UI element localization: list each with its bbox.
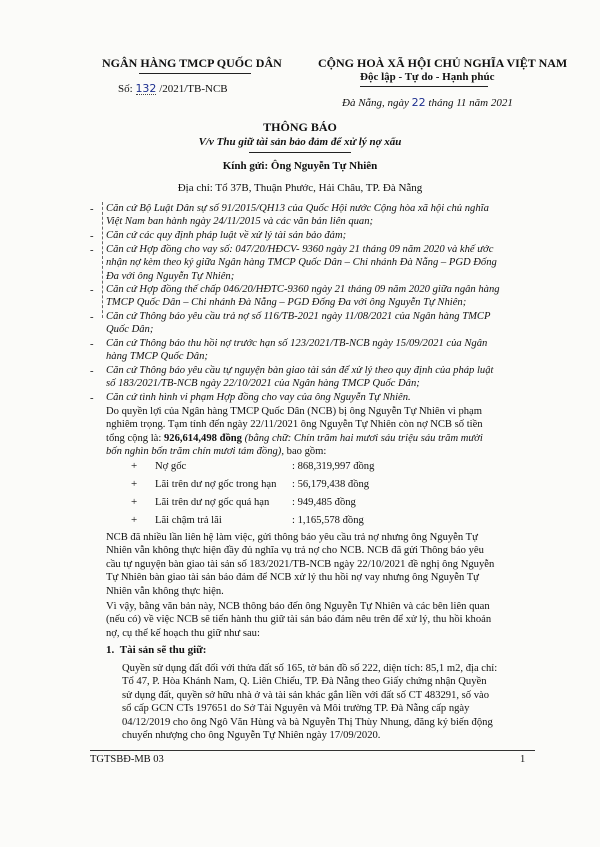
citation-loan-contract: Căn cứ Hợp đồng cho vay số: 047/20/HĐCV- 9360 ngày 21 tháng 09 năm 2020 và khế ước nhận nợ kèm theo ký giữa Ngân hàng TMCP Quốc Dân – Chi nhánh Đà Nẵng – PGD Đống Đa với ông Nguyễn Tự Nhiên; [106,244,497,282]
citation-mortgage-contract: Căn cứ Hợp đồng thế chấp 046/20/HĐTC-9360 ngày 21 tháng 09 năm 2020 giữa ngân hàng TMCP Quốc Dân – Chi nhánh Đà Nẵng – PGD Đống Đa với ông Nguyễn Tự Nhiên; [106,284,500,309]
citation-payment-notice: Căn cứ Thông báo yêu cầu trả nợ số 116/TB-2021 ngày 11/08/2021 của Ngân hàng TMCP Quốc Dân; [106,311,491,336]
debt-item-value: : 56,179,438 đồng [292,479,370,490]
number-dotted-line [136,94,156,95]
debt-item-bullet: + [131,514,138,526]
debt-item-value: : 868,319,997 đồng [292,461,375,472]
citation-handover-notice: Căn cứ Thông báo yêu cầu tự nguyện bàn giao tài sản để xử lý theo quy định của pháp luật số 183/2021/TB-NCB ngày 22/10/2021 của Ngân hàng TMCP Quốc Dân; [106,365,494,390]
document-number: Số: 132 /2021/TB-NCB [118,82,228,95]
issue-date: Đà Nẵng, ngày 22 tháng 11 năm 2021 [342,96,513,109]
document-subject: V/v Thu giữ tài sản bảo đảm để xử lý nợ xấu [198,136,402,148]
handwritten-day: 22 [411,96,426,109]
citation-civil-code: Căn cứ Bộ Luật Dân sự số 91/2015/QH13 của Quốc Hội nước Cộng hòa xã hội chủ nghĩa Việt Nam ban hành ngày 24/11/2015 và các văn bản liên quan; [106,203,489,228]
intro-paragraph: Do quyền lợi của Ngân hàng TMCP Quốc Dân (NCB) bị ông Nguyễn Tự Nhiên vi phạm nghiêm trọng. Tạm tính đến ngày 22/11/2021 ông Nguyễn Tự Nhiên còn nợ NCB số tiền tổng cộng là: 926,614,498 đồng (bằng chữ: Chín trăm hai mươi sáu triệu sáu trăm mười bốn nghìn bốn trăm chín mươi tám đồng), bao gồm: [106,406,483,458]
form-code: TGTSBĐ-MB 03 [90,754,164,765]
debt-item-label: Lãi trên dư nợ gốc trong hạn [155,479,277,490]
seized-asset-description: Quyền sử dụng đất đối với thửa đất số 165, tờ bản đồ số 222, diện tích: 85,1 m2, địa chỉ: Tổ 47, P. Hòa Khánh Nam, Q. Liên Chiểu, TP. Đà Nẵng theo Giấy chứng nhận Quyền sử dụng đất, quyền sở hữu nhà ở và tài sản khác gắn liền với đất số CT 483291, số vào sổ cấp GCN CTs 197651 do Sở Tài Nguyên và Môi trường TP. Đà Nẵng cấp ngày 04/12/2019 cho ông Ngô Văn Hùng và bà Nguyễn Thị Thùy Nhung, đăng ký biến động chuyển nhượng cho ông Nguyễn Tự Nhiên ngày 17/09/2020. [122,663,498,742]
subject-underline [249,152,351,153]
page-number: 1 [520,754,526,765]
margin-dashed-line [102,202,103,318]
debt-item-label: Lãi trên dư nợ gốc quá hạn [155,497,270,508]
debt-item-label: Nợ gốc [155,461,187,472]
recipient-line: Kính gửi: Ông Nguyễn Tự Nhiên [222,160,378,172]
bank-name-underline [139,73,251,74]
country-name: CỘNG HOÀ XÃ HỘI CHỦ NGHĨA VIỆT NAM [318,56,568,70]
footer-rule [90,750,535,751]
motto-underline [360,86,488,87]
debt-item-value: : 949,485 đồng [292,497,356,508]
citation-contract-violation: Căn cứ tình hình vi phạm Hợp đồng cho vay của ông Nguyễn Tự Nhiên. [106,392,411,403]
national-motto: Độc lập - Tự do - Hạnh phúc [360,71,495,83]
debt-item-label: Lãi chậm trả lãi [155,515,222,526]
debt-item-bullet: + [131,496,138,508]
debt-item-value: : 1,165,578 đồng [292,515,364,526]
debt-item-bullet: + [131,460,138,472]
document-page: NGÂN HÀNG TMCP QUỐC DÂN Số: 132 /2021/TB-NCB CỘNG HOÀ XÃ HỘI CHỦ NGHĨA VIỆT NAM Độc lập - Tự do - Hạnh phúc Đà Nẵng, ngày 22 tháng 11 năm 2021 THÔNG BÁO V/v Thu giữ tài sản bảo đảm để xử lý nợ xấu Kính gửi: Ông Nguyễn Tự Nhiên Địa chỉ: Tổ 37B, Thuận Phước, Hải Châu, TP. Đà Nẵng - Căn cứ Bộ Luật Dân sự số 91/2015/QH13 của Quốc Hội nước Cộng hòa xã hội chủ nghĩa Việt Nam ban hành ngày 24/11/2015 và các văn bản liên quan; - Căn cứ các quy định pháp luật về xử lý tài sản bảo đảm; - Căn cứ Hợp đồng cho vay số: 047/20/HĐCV- 9360 ngày 21 tháng 09 năm 2020 và khế ước nhận nợ kèm theo ký giữa Ngân hàng TMCP Quốc Dân – Chi nhánh Đà Nẵng – PGD Đống Đa với ông Nguyễn Tự Nhiên; - Căn cứ Hợp đồng thế chấp 046/20/HĐTC-9360 ngày 21 tháng 09 năm 2020 giữa ngân hàng TMCP Quốc Dân – Chi nhánh Đà Nẵng – PGD Đống Đa với ông Nguyễn Tự Nhiên; - Căn cứ Thông báo yêu cầu trả nợ số 116/TB-2021 ngày 11/08/2021 của Ngân hàng TMCP Quốc Dân; - Căn cứ Thông báo thu hồi nợ trước hạn số 123/2021/TB-NCB ngày 15/09/2021 của Ngân hàng TMCP Quốc Dân; - Căn cứ Thông báo yêu cầu tự nguyện bàn giao tài sản để xử lý theo quy định của pháp luật số 183/2021/TB-NCB ngày 22/10/2021 của Ngân hàng TMCP Quốc Dân; - Căn cứ tình hình vi phạm Hợp đồng cho vay của ông Nguyễn Tự Nhiên. Do quyền lợi của Ngân hàng TMCP Quốc Dân (NCB) bị ông Nguyễn Tự Nhiên vi phạm nghiêm trọng. Tạm tính đến ngày 22/11/2021 ông Nguyễn Tự Nhiên còn nợ NCB số tiền tổng cộng là: 926,614,498 đồng (bằng chữ: Chín trăm hai mươi sáu triệu sáu trăm mười bốn nghìn bốn trăm chín mươi tám đồng), bao gồm: + Nợ gốc : 868,319,997 đồng + Lãi trên dư nợ gốc trong hạn : 56,179,438 đồng + Lãi trên dư nợ gốc quá hạn : 949,485 đồng + Lãi chậm trả lãi : 1,165,578 đồng NCB đã nhiều lần liên hệ làm việc, gửi thông báo yêu cầu trả nợ nhưng ông Nguyễn Tự Nhiên vẫn không thực hiện đầy đủ nghĩa vụ trả nợ cho NCB. NCB đã gửi Thông báo yêu cầu tự nguyện bàn giao tài sản số 183/2021/TB-NCB ngày 22/10/2021 đề nghị ông Nguyễn Tự Nhiên bàn giao tài sản bảo đảm để NCB xử lý thu hồi nợ vay nhưng ông Nguyễn Tự Nhiên vẫn không thực hiện. Vì vậy, bằng văn bản này, NCB thông báo đến ông Nguyễn Tự Nhiên và các bên liên quan (nếu có) về việc NCB sẽ tiến hành thu giữ tài sản bảo đảm nêu trên để xử lý, thu hồi khoản nợ, cụ thể kế hoạch thu giữ như sau: 1. Tài sản sẽ thu giữ: Quyền sử dụng đất đối với thửa đất số 165, tờ bản đồ số 222, diện tích: 85,1 m2, địa chỉ: Tổ 47, P. Hòa Khánh Nam, Q. Liên Chiểu, TP. Đà Nẵng theo Giấy chứng nhận Quyền sử dụng đất, quyền sở hữu nhà ở và tài sản khác gắn liền với đất số CT 483291, số vào sổ cấp GCN CTs 197651 do Sở Tài Nguyên và Môi trường TP. Đà Nẵng cấp ngày 04/12/2019 cho ông Ngô Văn Hùng và bà Nguyễn Thị Thùy Nhung, đăng ký biến động chuyển nhượng cho ông Nguyễn Tự Nhiên ngày 17/09/2020. TGTSBĐ-MB 03 1 [0,0,600,847]
citation-collateral-law: Căn cứ các quy định pháp luật về xử lý tài sản bảo đảm; [106,230,347,241]
citation-early-recovery-notice: Căn cứ Thông báo thu hồi nợ trước hạn số 123/2021/TB-NCB ngày 15/09/2021 của Ngân hàng TMCP Quốc Dân; [106,338,488,363]
document-title: THÔNG BÁO [263,120,337,134]
bank-name: NGÂN HÀNG TMCP QUỐC DÂN [102,56,282,70]
notification-paragraph: Vì vậy, bằng văn bản này, NCB thông báo đến ông Nguyễn Tự Nhiên và các bên liên quan (nếu có) về việc NCB sẽ tiến hành thu giữ tài sản bảo đảm nêu trên để xử lý, thu hồi khoản nợ, cụ thể kế hoạch thu giữ như sau: [106,601,492,639]
total-debt-amount: 926,614,498 đồng [163,432,242,444]
collection-attempts-paragraph: NCB đã nhiều lần liên hệ làm việc, gửi thông báo yêu cầu trả nợ nhưng ông Nguyễn Tự Nhiên vẫn không thực hiện đầy đủ nghĩa vụ trả nợ cho NCB. NCB đã gửi Thông báo yêu cầu tự nguyện bàn giao tài sản số 183/2021/TB-NCB ngày 22/10/2021 đề nghị ông Nguyễn Tự Nhiên bàn giao tài sản bảo đảm để NCB xử lý thu hồi nợ vay nhưng ông Nguyễn Tự Nhiên vẫn không thực hiện. [106,532,495,597]
section-1-heading: 1. Tài sản sẽ thu giữ: [106,644,207,656]
recipient-address: Địa chỉ: Tổ 37B, Thuận Phước, Hải Châu, TP. Đà Nẵng [177,182,423,194]
handwritten-number: 132 [135,82,157,95]
debt-item-bullet: + [131,478,138,490]
